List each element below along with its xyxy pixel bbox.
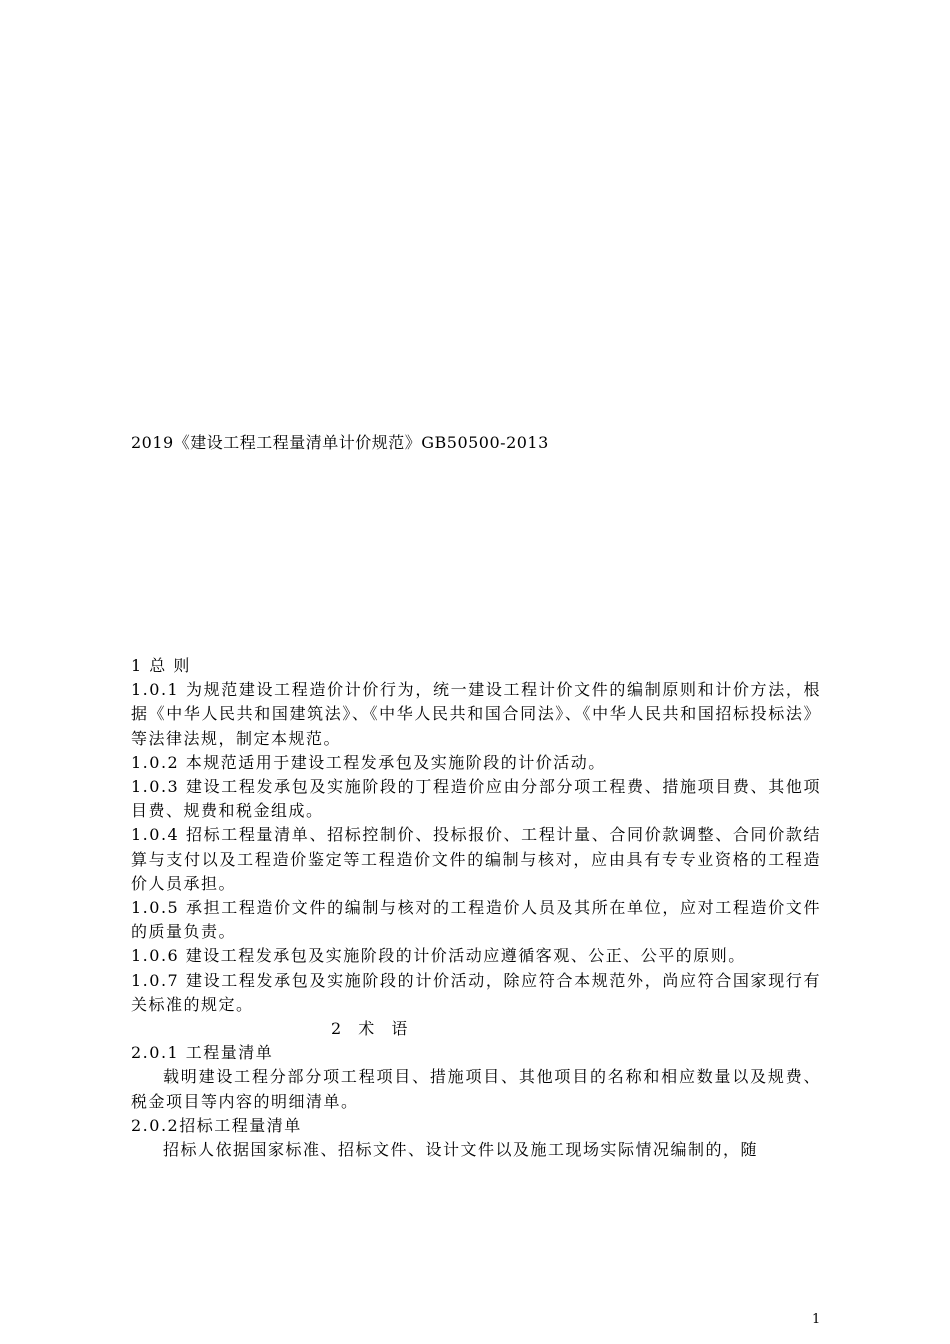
clause-paragraph: 1.0.3 建设工程发承包及实施阶段的丁程造价应由分部分项工程费、措施项目费、其他项目费、规费和税金组成。 [131, 777, 821, 821]
chapter-heading: 2 术 语 [331, 1019, 414, 1039]
clause-paragraph: 1.0.5 承担工程造价文件的编制与核对的工程造价人员及其所在单位，应对工程造价文件的质量负责。 [131, 898, 821, 942]
term-definition: 载明建设工程分部分项工程项目、措施项目、其他项目的名称和相应数量以及规费、税金项目等内容的明细清单。 [131, 1067, 821, 1111]
clause-paragraph: 1.0.1 为规范建设工程造价计价行为，统一建设工程计价文件的编制原则和计价方法，根据《中华人民共和国建筑法》、《中华人民共和国合同法》、《中华人民共和国招标投标法》等法律法规，制定本规范。 [131, 680, 821, 748]
clause-paragraph: 1.0.4 招标工程量清单、招标控制价、投标报价、工程计量、合同价款调整、合同价款结算与支付以及工程造价鉴定等工程造价文件的编制与核对，应由具有专专业资格的工程造价人员承担。 [131, 825, 821, 893]
page-number: 1 [812, 1312, 821, 1327]
clause-paragraph: 1.0.7 建设工程发承包及实施阶段的计价活动，除应符合本规范外，尚应符合国家现行有关标准的规定。 [131, 970, 821, 1014]
document-body [131, 654, 821, 1162]
term-heading: 2.0.2招标工程量清单 [131, 1115, 302, 1135]
term-heading: 2.0.1 工程量清单 [131, 1043, 274, 1063]
term-definition: 招标人依据国家标准、招标文件、设计文件以及施工现场实际情况编制的，随 [163, 1140, 759, 1160]
chapter-heading: 1 总 则 [131, 656, 191, 675]
document-title: 2019《建设工程工程量清单计价规范》GB50500-2013 [131, 433, 549, 452]
clause-paragraph: 1.0.6 建设工程发承包及实施阶段的计价活动应遵循客观、公正、公平的原则。 [131, 946, 746, 966]
clause-paragraph: 1.0.2 本规范适用于建设工程发承包及实施阶段的计价活动。 [131, 752, 606, 772]
